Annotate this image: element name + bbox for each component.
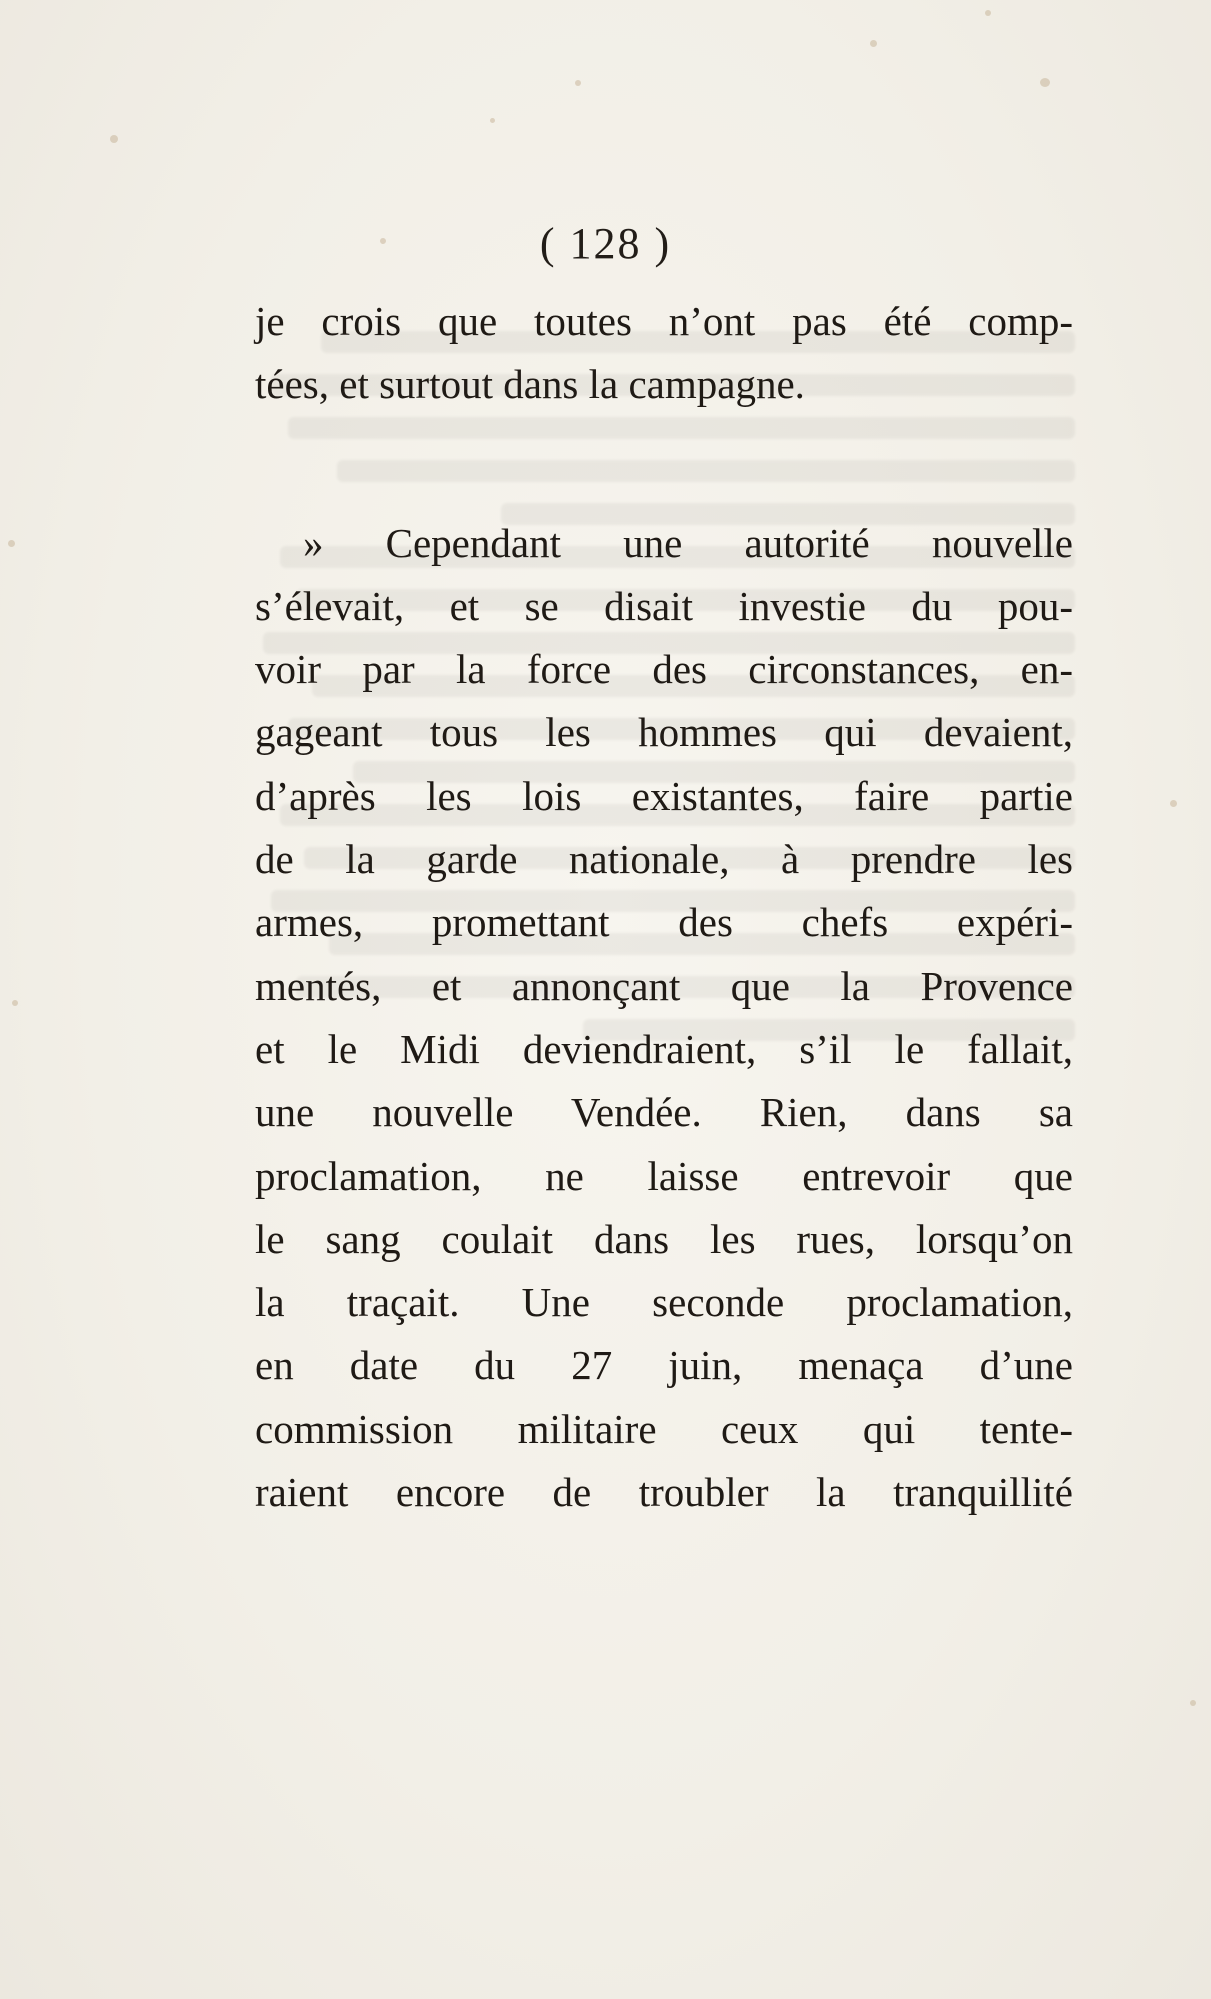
text-line: commission militaire ceux qui tente- <box>255 1405 1073 1452</box>
foxing-spot <box>1170 800 1177 807</box>
text-line: je crois que toutes n’ont pas été comp- <box>255 298 1073 344</box>
text-line: raient encore de troubler la tranquillité <box>255 1469 1073 1516</box>
text-line: et le Midi deviendraient, s’il le fallait, <box>255 1025 1073 1072</box>
foxing-spot <box>1190 1700 1196 1706</box>
text-line: de la garde nationale, à prendre les <box>255 836 1073 883</box>
body-text <box>255 290 1073 1524</box>
text-line: d’après les lois existantes, faire partie <box>255 772 1073 819</box>
text-line: en date du 27 juin, menaça d’une <box>255 1342 1073 1389</box>
foxing-spot <box>490 118 495 123</box>
paragraph <box>255 512 1073 1525</box>
paragraph <box>255 290 1073 417</box>
foxing-spot <box>575 80 581 86</box>
foxing-spot <box>1040 78 1050 87</box>
foxing-spot <box>985 10 991 16</box>
foxing-spot <box>110 135 118 143</box>
foxing-spot <box>8 540 15 547</box>
text-line: voir par la force des circonstances, en- <box>255 646 1073 693</box>
text-line: tées, et surtout dans la campagne. <box>255 361 805 408</box>
foxing-spot <box>12 1000 18 1006</box>
text-line: » Cependant une autorité nouvelle <box>303 519 1073 566</box>
text-line: le sang coulait dans les rues, lorsqu’on <box>255 1215 1073 1262</box>
text-line: proclamation, ne laisse entrevoir que <box>255 1152 1073 1199</box>
page-number: ( 128 ) <box>539 219 672 268</box>
text-line: la traçait. Une seconde proclamation, <box>255 1279 1073 1326</box>
foxing-spot <box>870 40 877 47</box>
text-line: une nouvelle Vendée. Rien, dans sa <box>255 1089 1073 1136</box>
text-line: armes, promettant des chefs expéri- <box>255 899 1073 946</box>
text-line: gageant tous les hommes qui devaient, <box>255 709 1073 756</box>
text-line: mentés, et annonçant que la Provence <box>255 962 1073 1009</box>
text-line: s’élevait, et se disait investie du pou- <box>255 582 1073 629</box>
